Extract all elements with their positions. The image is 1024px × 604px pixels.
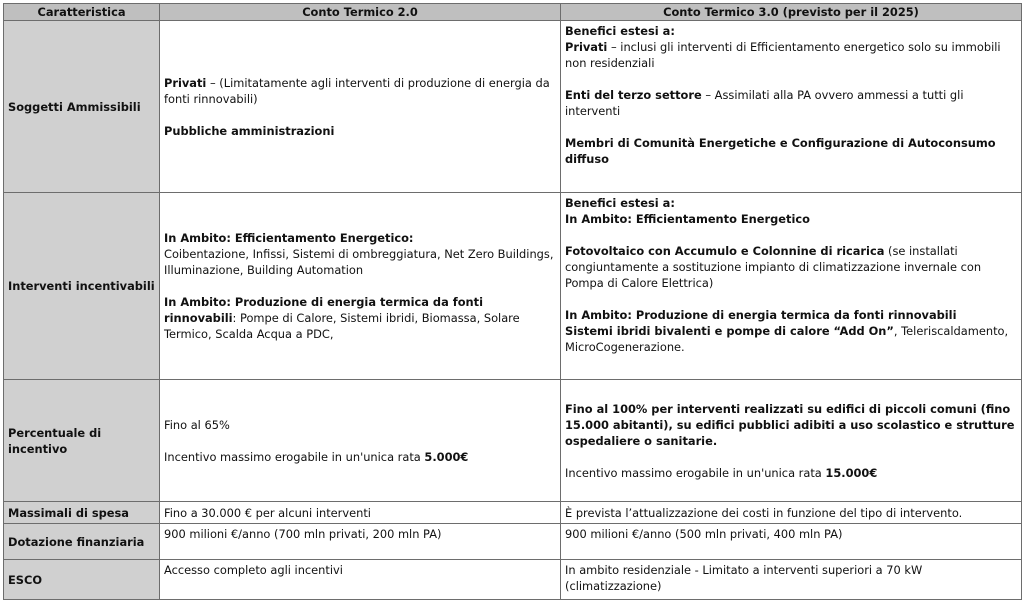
ct3-incentivo-text: Incentivo massimo erogabile in un'unica rata [565, 465, 826, 480]
ct2-incentivo-amount: 5.000€ [424, 449, 469, 464]
ct2-produzione-bold: In Ambito: Produzione di energia termica da fonti rinnovabili [164, 295, 483, 325]
row-massimali [4, 502, 1022, 524]
row-label-percentuale: Percentuale di incentivo [4, 380, 160, 502]
ct2-incentivo-text: Incentivo massimo erogabile in un'unica rata [164, 449, 425, 464]
ct2-pa: Pubbliche amministrazioni [164, 123, 335, 138]
comparison-table [3, 3, 1022, 600]
ct2-privati [164, 75, 556, 107]
ct2-privati-bold: Privati [164, 75, 207, 90]
ct3-terzo-bold: Enti del terzo settore [565, 88, 702, 102]
row-label-interventi: Interventi incentivabili [4, 193, 160, 380]
cell-massimali-ct3: È prevista l’attualizzazione dei costi in funzione del tipo di intervento. [561, 502, 1022, 524]
ct3-sistemi-ibridi [565, 323, 1017, 355]
ct3-sistemi-text: , Teleriscaldamento, MicroCogenerazione. [565, 324, 1009, 354]
ct2-ambito-produzione [164, 294, 556, 342]
cell-dotazione-ct2: 900 milioni €/anno (700 mln privati, 200 mln PA) [160, 524, 561, 560]
ct3-terzo-settore [565, 87, 1017, 119]
ct2-fino-al: Fino al 65% [164, 417, 230, 432]
header-conto-termico-3: Conto Termico 3.0 (previsto per il 2025) [561, 4, 1022, 21]
ct2-efficientamento-list: Coibentazione, Infissi, Sistemi di ombreggiatura, Net Zero Buildings, Illuminazione, Building Automation [164, 247, 554, 277]
ct3-ambito-produzione: In Ambito: Produzione di energia termica da fonti rinnovabili [565, 308, 957, 322]
header-caratteristica: Caratteristica [4, 4, 160, 21]
ct2-ambito-efficientamento: In Ambito: Efficientamento Energetico: [164, 231, 414, 245]
ct3-fino-al: Fino al 100% per interventi realizzati su edifici di piccoli comuni (fino 15.000 abitanti), su edifici pubblici adibiti a uso scolastico e strutture ospedaliere o sanitarie. [565, 401, 1015, 448]
ct3-soggetti-intro: Benefici estesi a: [565, 24, 675, 38]
ct3-privati-text: – inclusi gli interventi di Efficientamento energetico solo su immobili non residenziali [565, 40, 1001, 70]
header-conto-termico-2: Conto Termico 2.0 [160, 4, 561, 21]
ct3-fotovoltaico-bold: Fotovoltaico con Accumulo e Colonnine di ricarica [565, 244, 885, 258]
ct3-incentivo-amount: 15.000€ [825, 465, 878, 480]
row-label-esco: ESCO [4, 560, 160, 600]
header-row [4, 4, 1022, 21]
cell-interventi-ct3 [561, 193, 1022, 380]
cell-soggetti-ct2 [160, 21, 561, 193]
cell-massimali-ct2: Fino a 30.000 € per alcuni interventi [160, 502, 561, 524]
ct3-fotovoltaico-text: (se installati congiuntamente a sostituzione impianto di climatizzazione invernale con Pompa di Calore Elettrica) [565, 244, 982, 290]
cell-soggetti-ct3 [561, 21, 1022, 193]
ct3-sistemi-bold: Sistemi ibridi bivalenti e pompe di calore “Add On” [565, 324, 894, 338]
cell-interventi-ct2 [160, 193, 561, 380]
ct3-ambito-efficientamento: In Ambito: Efficientamento Energetico [565, 212, 810, 226]
row-interventi [4, 193, 1022, 380]
ct3-privati-bold: Privati [565, 40, 608, 54]
row-dotazione [4, 524, 1022, 560]
ct2-incentivo-massimo [164, 449, 556, 465]
cell-esco-ct3: In ambito residenziale - Limitato a interventi superiori a 70 kW (climatizzazione) [561, 560, 1022, 600]
comparison-table-container [3, 3, 1022, 600]
ct3-incentivo-massimo [565, 465, 1017, 481]
row-label-dotazione: Dotazione finanziaria [4, 524, 160, 560]
cell-dotazione-ct3: 900 milioni €/anno (500 mln privati, 400 mln PA) [561, 524, 1022, 560]
ct3-fotovoltaico [565, 243, 1017, 291]
ct3-terzo-text: – Assimilati alla PA ovvero ammessi a tutti gli interventi [565, 88, 964, 118]
ct3-membri: Membri di Comunità Energetiche e Configurazione di Autoconsumo diffuso [565, 136, 996, 166]
row-esco [4, 560, 1022, 600]
row-label-massimali: Massimali di spesa [4, 502, 160, 524]
ct3-privati [565, 39, 1017, 71]
ct2-produzione-text: : Pompe di Calore, Sistemi ibridi, Biomassa, Solare Termico, Scalda Acqua a PDC, [164, 311, 520, 341]
row-soggetti [4, 21, 1022, 193]
row-label-soggetti: Soggetti Ammissibili [4, 21, 160, 193]
cell-percentuale-ct3 [561, 380, 1022, 502]
cell-percentuale-ct2 [160, 380, 561, 502]
ct2-privati-text: – (Limitatamente agli interventi di produzione di energia da fonti rinnovabili) [164, 75, 550, 106]
cell-esco-ct2: Accesso completo agli incentivi [160, 560, 561, 600]
row-percentuale [4, 380, 1022, 502]
ct3-interventi-intro: Benefici estesi a: [565, 196, 675, 210]
